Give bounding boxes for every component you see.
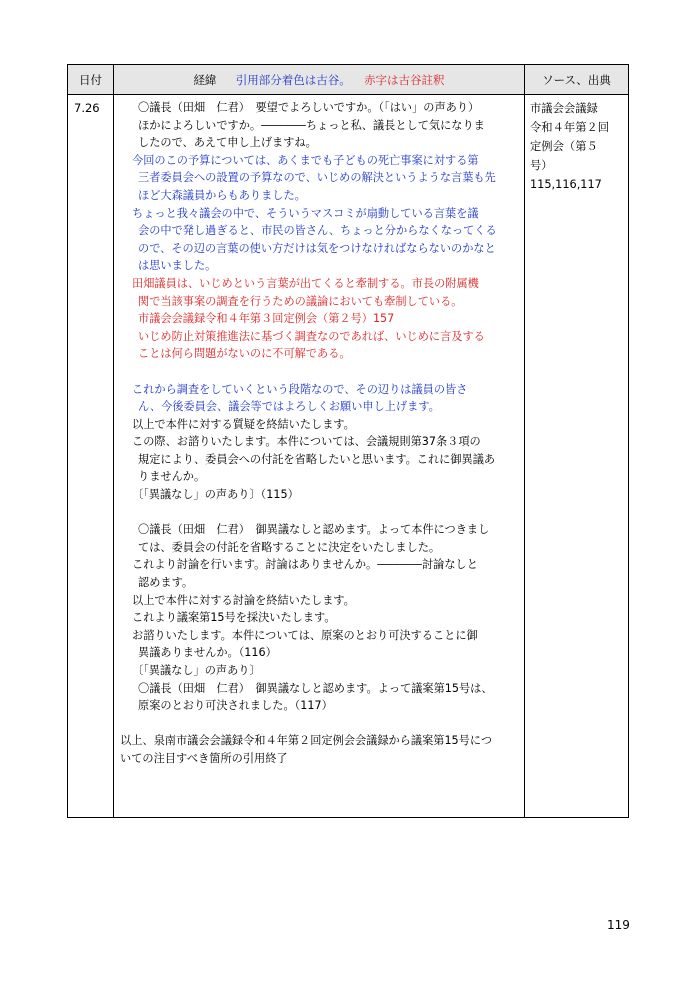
quote-line: は思いました。 xyxy=(138,259,217,273)
blank-line xyxy=(120,363,516,381)
quote-line: 規定により、委員会への付託を省略したいと思います。これに御異議あ xyxy=(138,452,496,466)
body-header xyxy=(114,65,525,95)
quote-line: 〔「異議なし」の声あり〕 xyxy=(132,664,261,677)
header-row xyxy=(68,65,629,95)
quote-line: ん、今後委員会、議会等ではよろしくお願い申し上げます。 xyxy=(138,400,440,414)
blank-line xyxy=(120,715,516,733)
body-cell xyxy=(114,95,525,818)
quote-line: これより議案第15号を採決いたします。 xyxy=(132,611,336,625)
blank-line xyxy=(120,504,516,522)
quote-line: 〇議長（田畑 仁君） 御異議なしと認めます。よって議案第15号は、 xyxy=(138,681,493,695)
quote-text xyxy=(120,99,516,768)
source-line: 令和４年第２回 xyxy=(530,121,610,134)
body-header-note-blue: 引用部分着色は古谷。 xyxy=(235,72,351,87)
source-line: 号） xyxy=(530,159,553,172)
quote-line: これから調査をしていくという段階なので、その辺りは議員の皆さ xyxy=(132,382,468,396)
quote-line: いての注目すべき箇所の引用終了 xyxy=(120,751,288,765)
body-header-label: 経緯 xyxy=(193,72,217,87)
annotation-line: ことは何ら問題がないのに不可解である。 xyxy=(138,347,351,361)
source-line: 定例会（第５ xyxy=(530,140,598,153)
quote-line: したので、あえて申し上げますね。 xyxy=(138,136,317,150)
quote-line: 今回のこの予算については、あくまでも子どもの死亡事案に対する第 xyxy=(132,153,479,167)
source-header: ソース、出典 xyxy=(525,65,629,95)
quote-line: これより討論を行います。討論はありませんか。――――討論なしと xyxy=(132,558,478,572)
table-row xyxy=(68,95,629,818)
quote-line: ては、委員会の付託を省略することに決定をいたしました。 xyxy=(138,540,441,554)
quote-line: 三者委員会への設置の予算なので、いじめの解決というような言葉も先 xyxy=(138,171,496,185)
quote-line: 以上、泉南市議会会議録令和４年第２回定例会会議録から議案第15号につ xyxy=(120,734,493,748)
record-table xyxy=(67,64,629,818)
quote-line: 〇議長（田畑 仁君） 要望でよろしいですか。（「はい」の声あり） xyxy=(138,101,480,114)
quote-line: りませんか。 xyxy=(138,470,206,484)
quote-line: お諮りいたします。本件については、原案のとおり可決することに御 xyxy=(132,628,478,642)
quote-line: 会の中で発し過ぎると、市民の皆さん、ちょっと分からなくなってくる xyxy=(138,224,497,238)
quote-line: ので、その辺の言葉の使い方だけは気をつけなければならないのかなと xyxy=(138,241,496,255)
quote-line: 以上で本件に対する質疑を終結いたします。 xyxy=(132,417,355,431)
quote-line: この際、お諮りいたします。本件については、会議規則第37条３項の xyxy=(132,435,481,449)
annotation-line: 関で当該事案の調査を行うための議論においても牽制している。 xyxy=(138,294,463,308)
quote-line: 〔「異議なし」の声あり〕（115） xyxy=(132,488,299,502)
annotation-line: 田畑議員は、いじめという言葉が出てくると牽制する。市長の附属機 xyxy=(132,276,479,290)
source-line: 115,116,117 xyxy=(530,178,602,191)
source-cell xyxy=(525,95,629,818)
quote-line: 異議ありませんか。（116） xyxy=(138,646,277,660)
source-line: 市議会会議録 xyxy=(530,102,598,115)
body-header-note-red: 赤字は古谷註釈 xyxy=(364,72,445,87)
quote-line: ちょっと我々議会の中で、そういうマスコミが扇動している言葉を議 xyxy=(132,206,479,220)
page-number: 119 xyxy=(607,918,630,932)
date-cell: 7.26 xyxy=(68,95,114,818)
quote-line: 原案のとおり可決されました。（117） xyxy=(138,699,333,713)
annotation-line: いじめ防止対策推進法に基づく調査なのであれば、いじめに言及する xyxy=(138,329,485,343)
quote-line: 認めます。 xyxy=(138,576,194,590)
quote-line: ほかによろしいですか。――――ちょっと私、議長として気になりま xyxy=(138,118,485,132)
quote-line: 〇議長（田畑 仁君） 御異議なしと認めます。よって本件につきまし xyxy=(138,523,490,537)
annotation-line: 市議会会議録令和４年第３回定例会（第２号）157 xyxy=(138,312,395,326)
quote-line: 以上で本件に対する討論を終結いたします。 xyxy=(132,593,355,607)
quote-line: ほど大森議員からもありました。 xyxy=(138,188,306,202)
date-header: 日付 xyxy=(68,65,114,95)
